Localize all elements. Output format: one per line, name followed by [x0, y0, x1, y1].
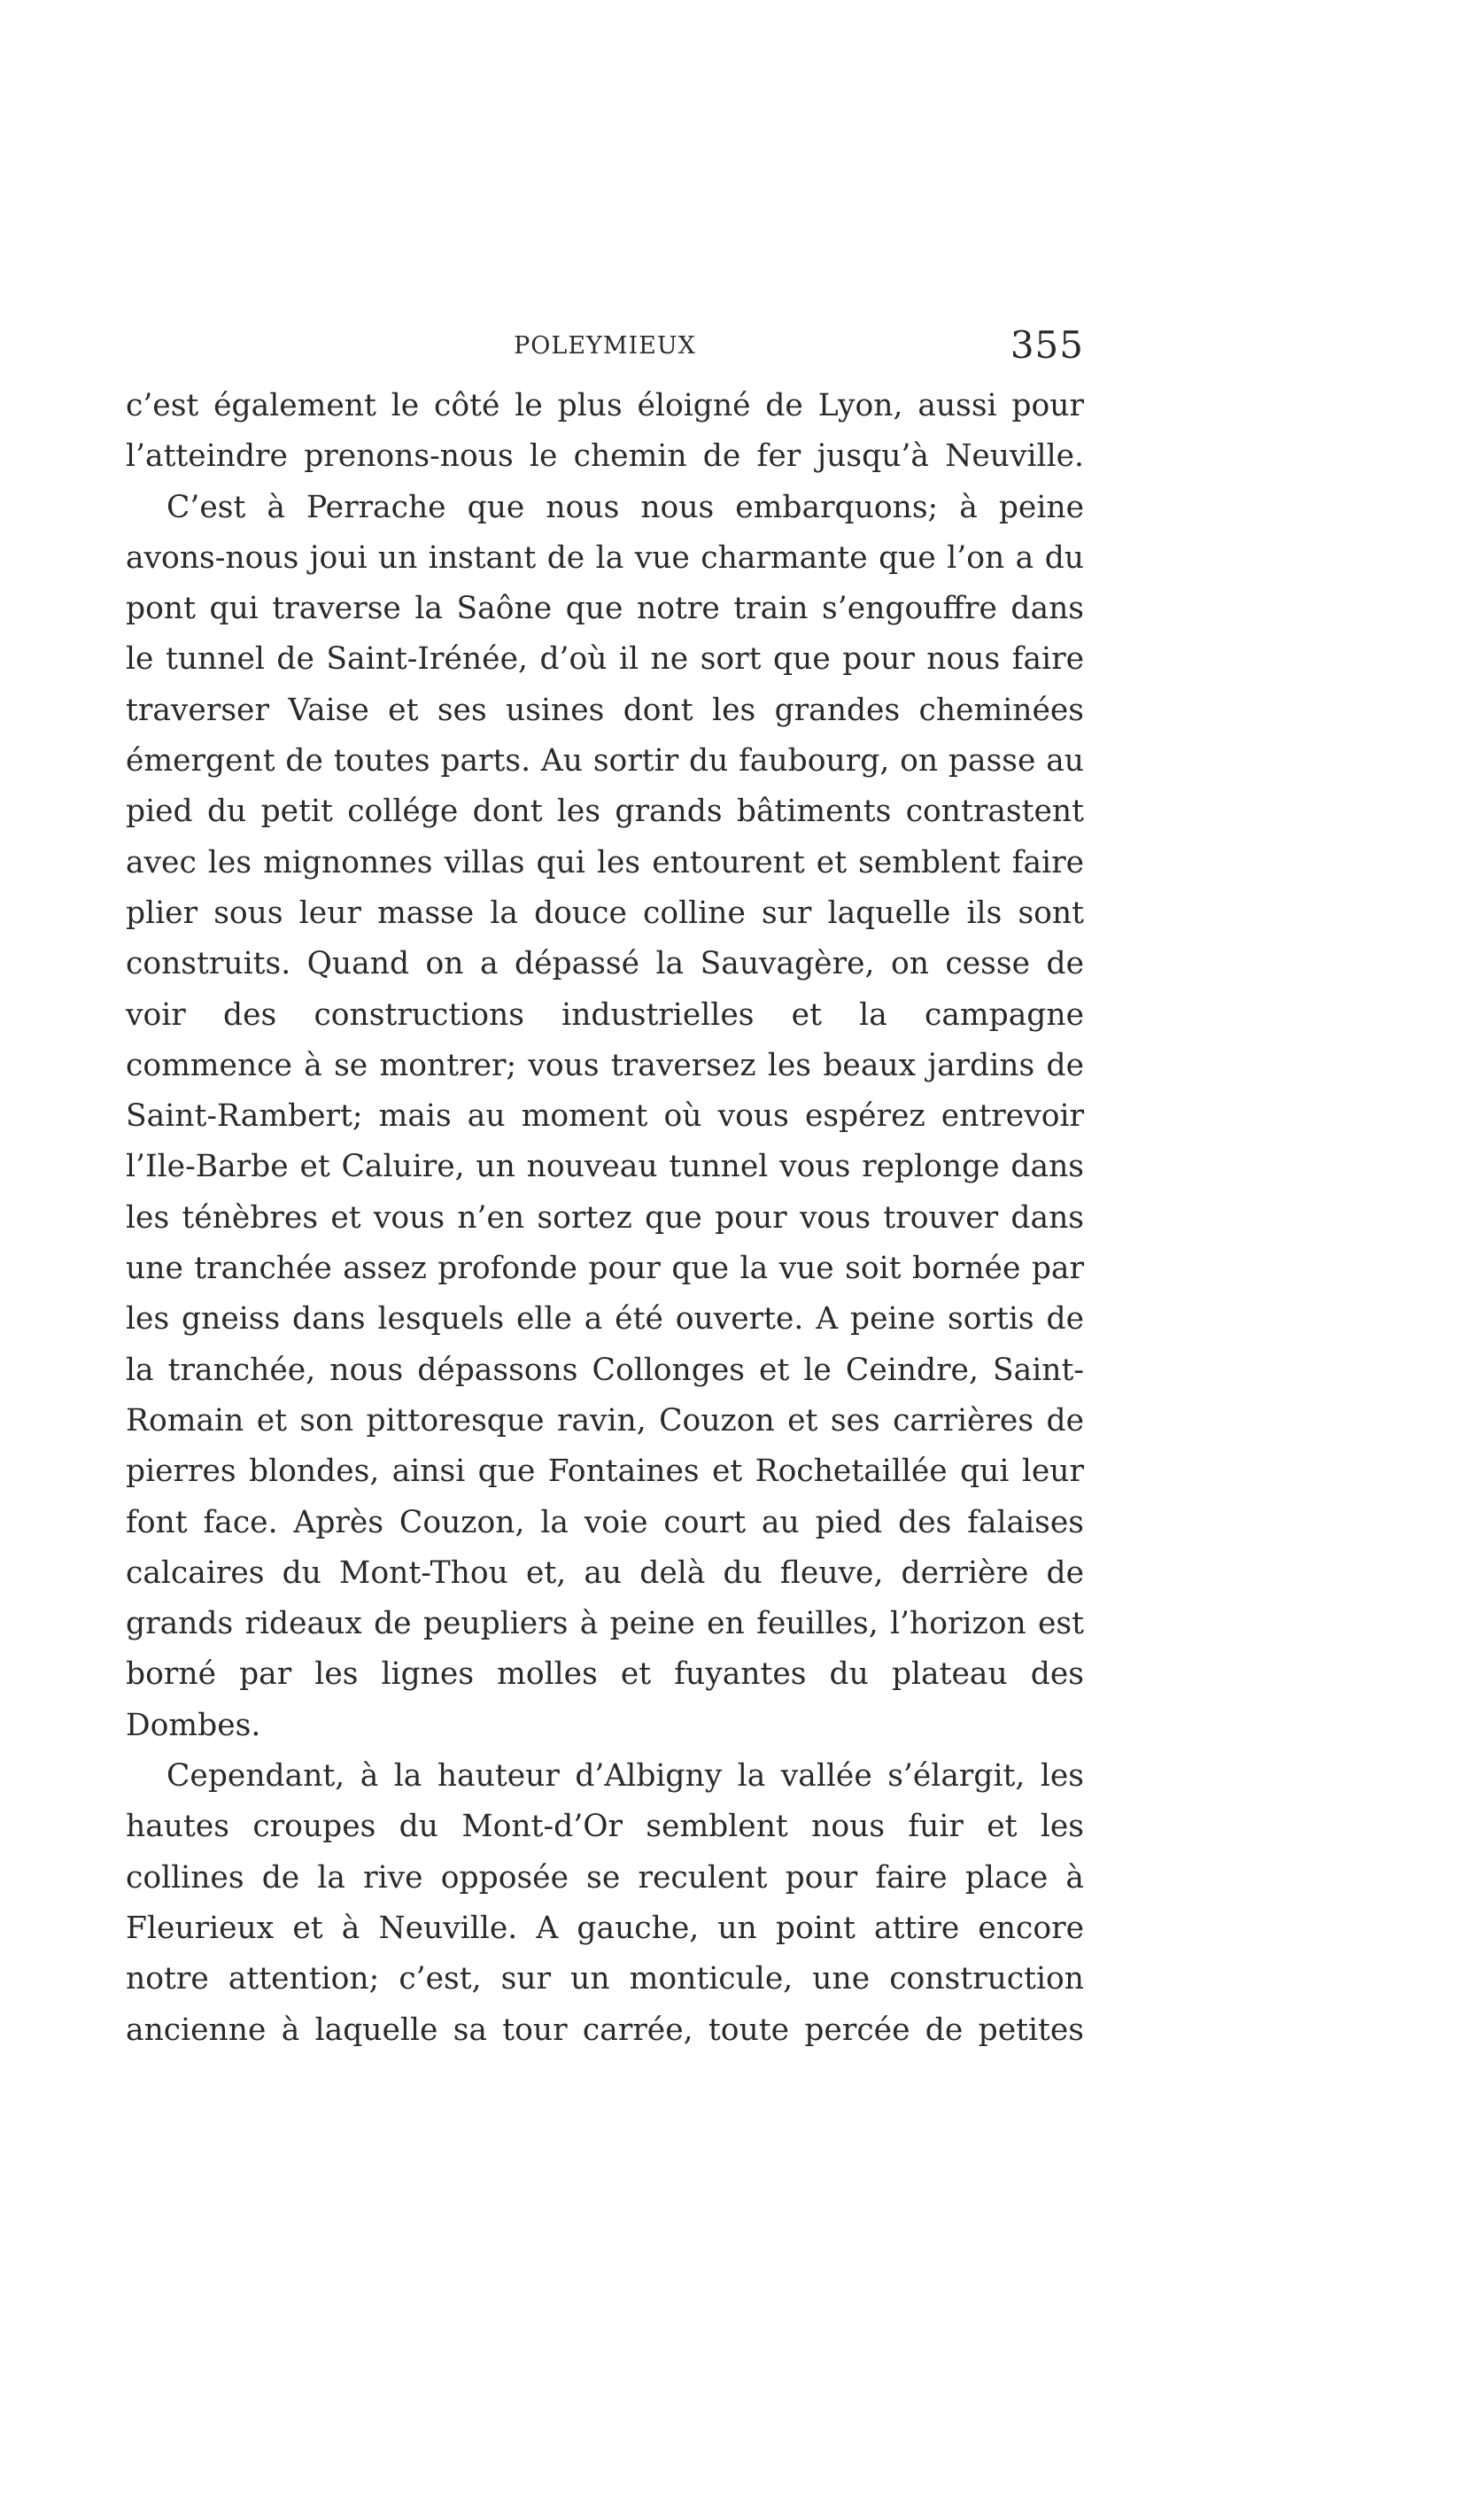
body-text — [126, 381, 1084, 2056]
paragraph-1: c’est également le côté le plus éloigné de Lyon, aussi pour l’atteindre prenons-nous le chemin de fer jusqu’à Neuville. — [126, 388, 1084, 475]
page-number: 355 — [1010, 323, 1084, 367]
paragraph-2: C’est à Perrache que nous nous embarquons; à peine avons-nous joui un instant de la vue charmante que l’on a du pont qui traverse la Saône que notre train s’engouffre dans le tunnel de Saint-Irénée, d’où il ne sort que pour nous faire traverser Vaise et ses usines dont les grandes cheminées émergent de toutes parts. Au sortir du faubourg, on passe au pied du petit collége dont les grands bâtiments contrastent avec les mignonnes villas qui les entourent et semblent faire plier sous leur masse la douce colline sur laquelle ils sont construits. Quand on a dépassé la Sauvagère, on cesse de voir des constructions industrielles et la campagne commence à se montrer; vous traversez les beaux jardins de Saint-Rambert; mais au moment où vous espérez entrevoir l’Ile-Barbe et Caluire, un nouveau tunnel vous replonge dans les ténèbres et vous n’en sortez que pour vous trouver dans une tranchée assez profonde pour que la vue soit bornée par les gneiss dans lesquels elle a été ouverte. A peine sortis de la tranchée, nous dépassons Collonges et le Ceindre, Saint-Romain et son pittoresque ravin, Couzon et ses carrières de pierres blondes, ainsi que Fontaines et Rochetaillée qui leur font face. Après Couzon, la voie court au pied des falaises calcaires du Mont-Thou et, au delà du fleuve, derrière de grands rideaux de peupliers à peine en feuilles, l’horizon est borné par les lignes molles et fuyantes du plateau des Dombes. — [126, 489, 1084, 1743]
running-head-title: POLEYMIEUX — [514, 332, 696, 360]
paragraph-3: Cependant, à la hauteur d’Albigny la vallée s’élargit, les hautes croupes du Mont-d’Or semblent nous fuir et les collines de la rive opposée se reculent pour faire place à Fleurieux et à Neuville. A gauche, un point attire encore notre attention; c’est, sur un monticule, une construction ancienne à laquelle sa tour carrée, toute percée de petites — [126, 1758, 1084, 2048]
running-head — [126, 323, 1084, 380]
